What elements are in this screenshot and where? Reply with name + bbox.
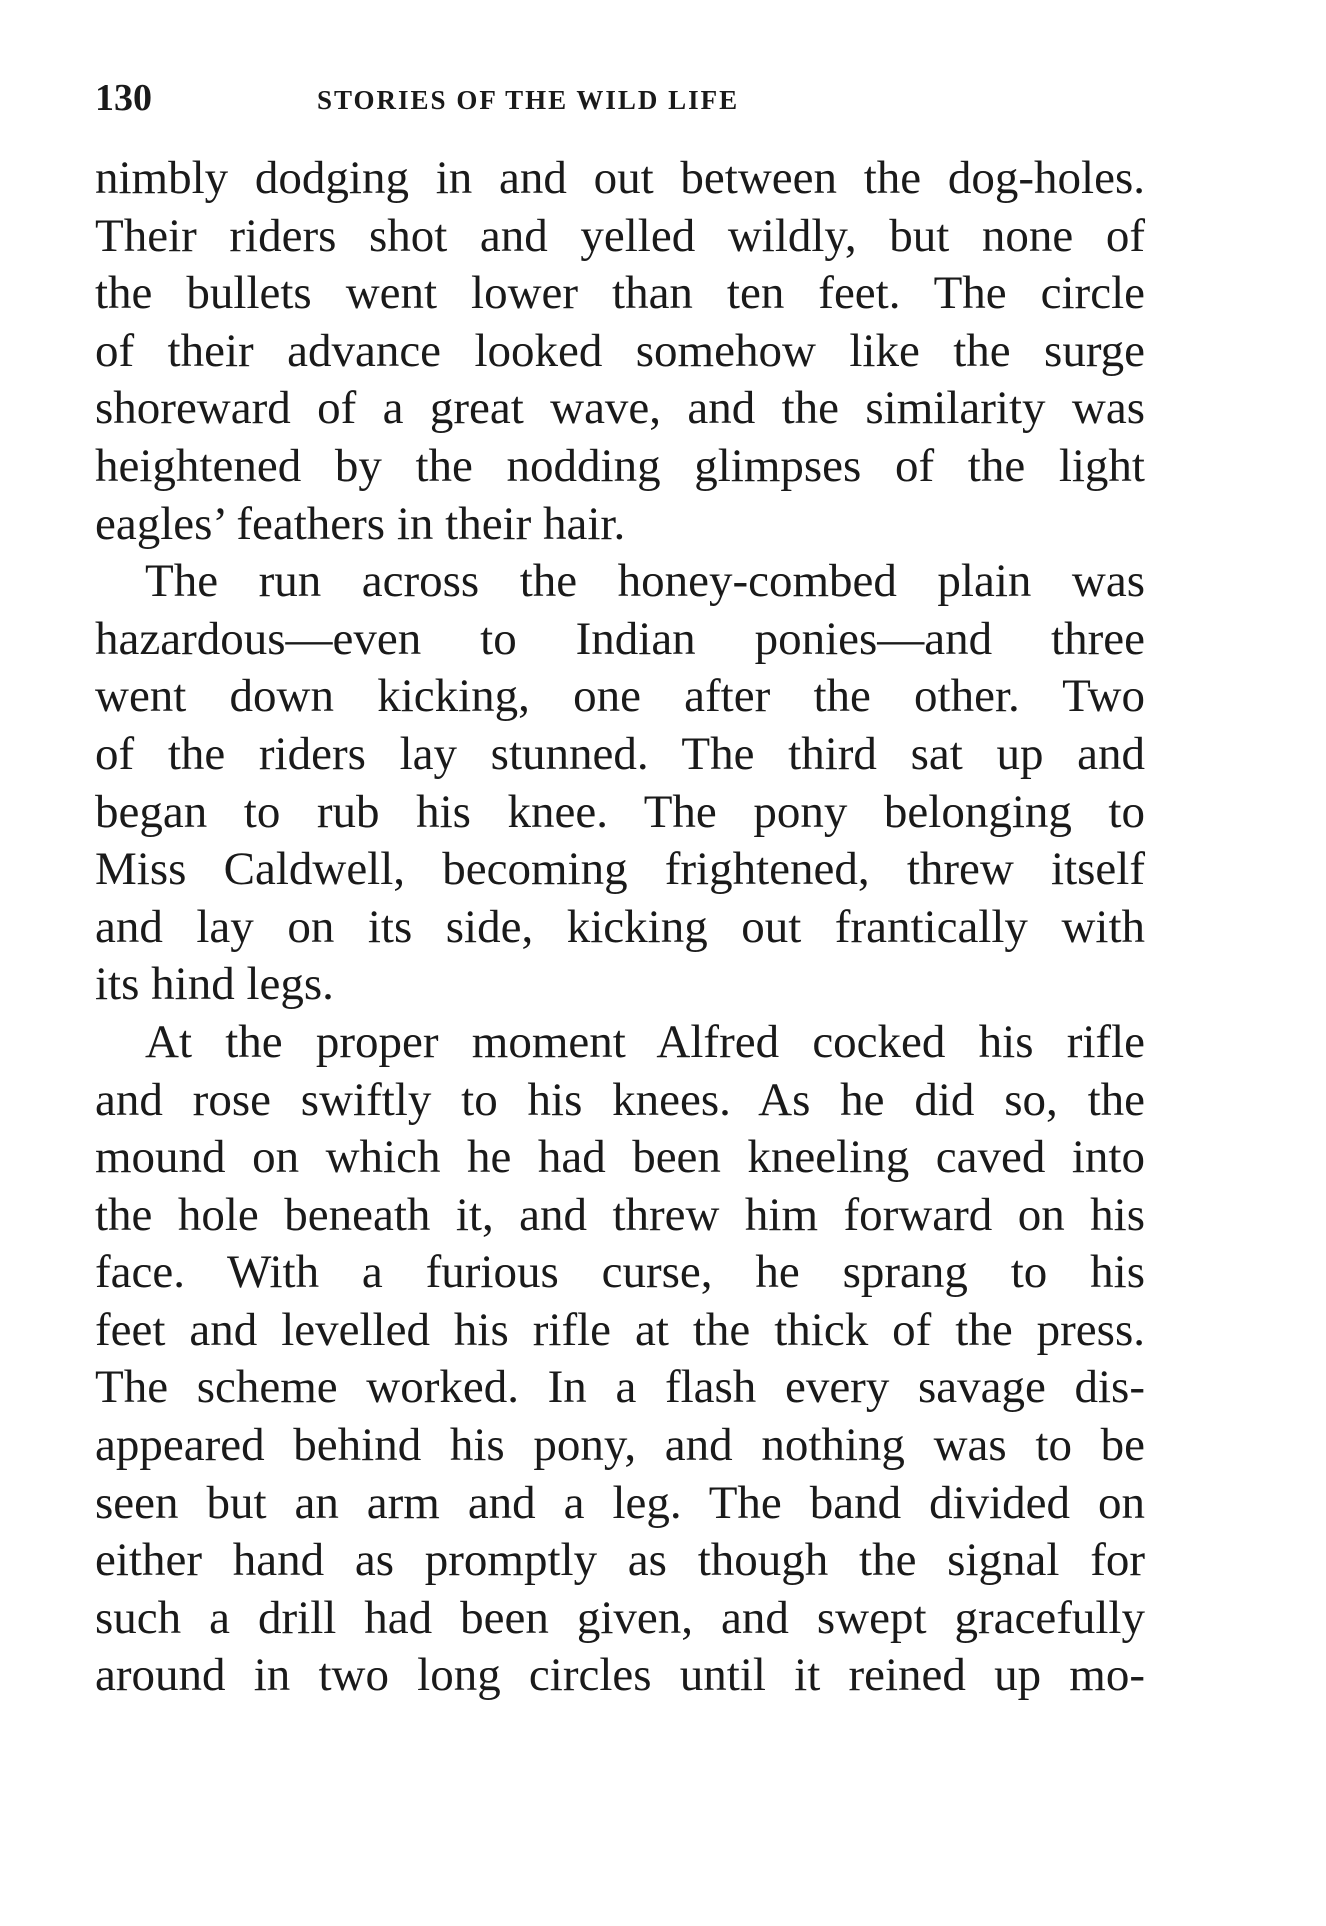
text-line: The scheme worked. In a flash every savage dis- [95,1361,1145,1414]
text-line: the hole beneath it, and threw him forward on his [95,1188,1145,1241]
text-line: went down kicking, one after the other. Two [95,670,1145,723]
text-line: mound on which he had been kneeling caved into [95,1131,1145,1184]
text-line: nimbly dodging in and out between the dog-holes. [95,152,1145,204]
text-line: such a drill had been given, and swept gracefully [95,1591,1145,1644]
text-line: Their riders shot and yelled wildly, but none of [95,209,1145,262]
text-line: either hand as promptly as though the signal for [95,1534,1145,1587]
text-line: around in two long circles until it reined up mo- [95,1649,1145,1702]
text-line: Miss Caldwell, becoming frightened, threw itself [95,843,1145,896]
running-head: STORIES OF THE WILD LIFE [317,85,740,115]
text-line: the bullets went lower than ten feet. The circle [95,267,1145,320]
text-line: The run across the honey-combed plain was [145,555,1145,608]
text-line: seen but an arm and a leg. The band divided on [95,1476,1145,1529]
paragraph [95,553,1145,1014]
text-line: At the proper moment Alfred cocked his rifle [145,1015,1145,1068]
paragraph [95,150,1145,553]
text-line: heightened by the nodding glimpses of the light [95,439,1145,492]
text-line: and rose swiftly to his knees. As he did so, the [95,1073,1145,1126]
text-line: of the riders lay stunned. The third sat up and [95,727,1145,780]
text-line: of their advance looked somehow like the surge [95,324,1145,377]
text-line: shoreward of a great wave, and the similarity was [95,382,1145,435]
body-text [95,150,1145,1705]
text-line: began to rub his knee. The pony belonging to [95,785,1145,838]
text-line: its hind legs. [95,958,334,1011]
page-number: 130 [95,77,152,119]
text-line: face. With a furious curse, he sprang to his [95,1246,1145,1299]
text-line: hazardous—even to Indian ponies—and three [95,612,1145,665]
text-line: appeared behind his pony, and nothing was to be [95,1419,1145,1472]
text-line: and lay on its side, kicking out frantically with [95,900,1145,953]
page-header [95,78,1145,118]
text-line: feet and levelled his rifle at the thick of the press. [95,1303,1145,1356]
text-line: eagles’ feathers in their hair. [95,497,626,550]
paragraph [95,1014,1145,1705]
